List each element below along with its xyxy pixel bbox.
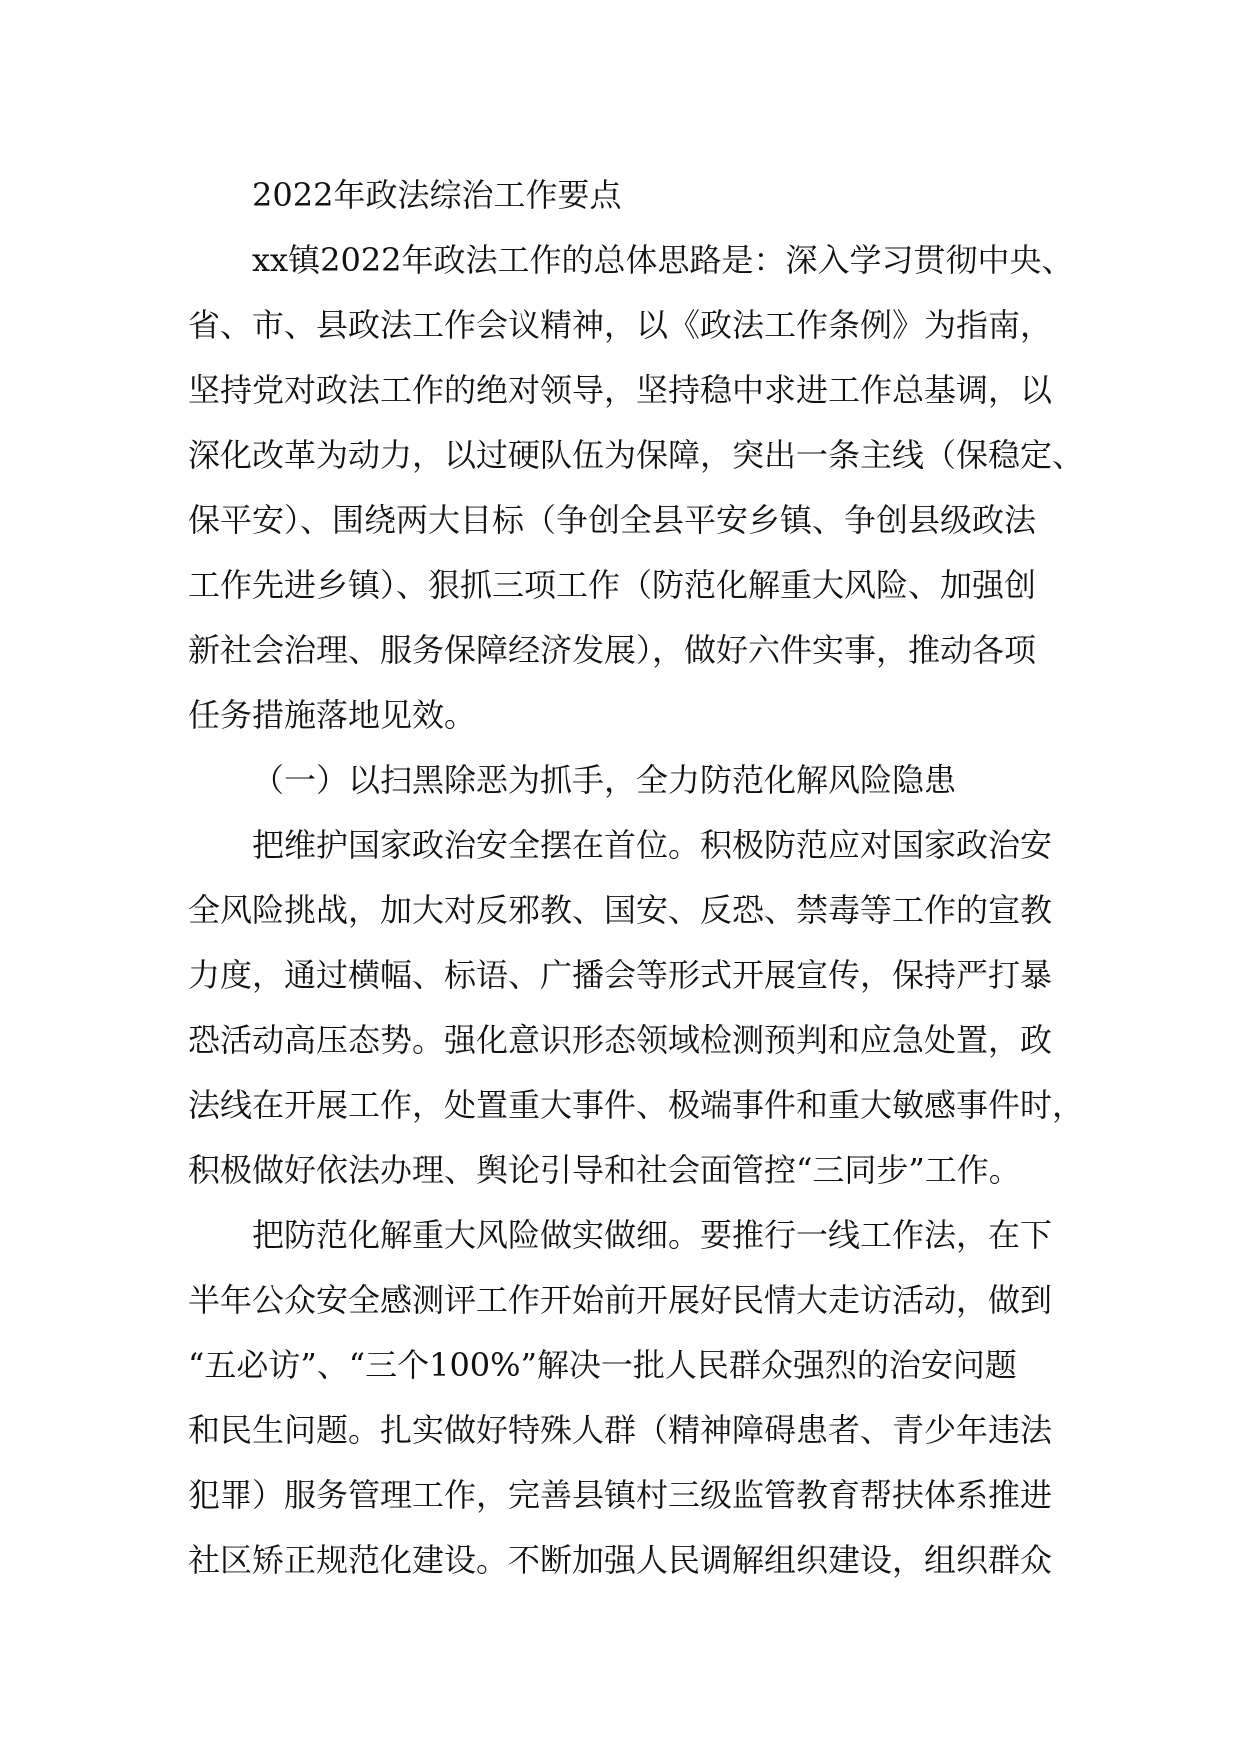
- paragraph-line: 全风险挑战，加大对反邪教、国安、反恐、禁毒等工作的宣教: [188, 891, 1053, 929]
- paragraph-line: 工作先进乡镇）、狠抓三项工作（防范化解重大风险、加强创: [188, 566, 1037, 604]
- paragraph-risk-prevention: [188, 1203, 1088, 1593]
- paragraph-line: 省、市、县政法工作会议精神，以《政法工作条例》为指南，: [188, 306, 1053, 344]
- paragraph-line: 半年公众安全感测评工作开始前开展好民情大走访活动，做到: [188, 1281, 1053, 1319]
- paragraph-overall-approach: [188, 228, 1088, 748]
- paragraph-line: xx镇2022年政法工作的总体思路是：深入学习贯彻中央、: [252, 241, 1074, 279]
- paragraph-line: 积极做好依法办理、舆论引导和社会面管控“三同步”工作。: [188, 1151, 1021, 1189]
- section-heading-text: （一）以扫黑除恶为抓手，全力防范化解风险隐患: [252, 761, 957, 799]
- paragraph-line: 把维护国家政治安全摆在首位。积极防范应对国家政治安: [252, 826, 1053, 864]
- paragraph-line: 犯罪）服务管理工作，完善县镇村三级监管教育帮扶体系推进: [188, 1476, 1053, 1514]
- paragraph-political-security: [188, 813, 1088, 1203]
- document-body: [188, 163, 1088, 1593]
- section-heading: [188, 748, 1088, 813]
- paragraph-line: 任务措施落地见效。: [188, 696, 477, 734]
- paragraph-line: 保平安）、围绕两大目标（争创全县平安乡镇、争创县级政法: [188, 501, 1037, 539]
- paragraph-line: 新社会治理、服务保障经济发展），做好六件实事，推动各项: [188, 631, 1037, 669]
- paragraph-line: 深化改革为动力，以过硬队伍为保障，突出一条主线（保稳定、: [188, 436, 1085, 474]
- paragraph-line: 和民生问题。扎实做好特殊人群（精神障碍患者、青少年违法: [188, 1411, 1053, 1449]
- paragraph-line: 社区矫正规范化建设。不断加强人民调解组织建设，组织群众: [188, 1541, 1053, 1579]
- paragraph-line: 恐活动高压态势。强化意识形态领域检测预判和应急处置，政: [188, 1021, 1053, 1059]
- paragraph-line: 把防范化解重大风险做实做细。要推行一线工作法，在下: [252, 1216, 1053, 1254]
- paragraph-line: 法线在开展工作，处置重大事件、极端事件和重大敏感事件时，: [188, 1086, 1085, 1124]
- document-title: 2022年政法综治工作要点: [252, 176, 622, 214]
- paragraph-line: 力度，通过横幅、标语、广播会等形式开展宣传，保持严打暴: [188, 956, 1053, 994]
- paragraph-line: “五必访”、“三个100%”解决一批人民群众强烈的治安问题: [188, 1346, 1017, 1384]
- paragraph-line: 坚持党对政法工作的绝对领导，坚持稳中求进工作总基调，以: [188, 371, 1053, 409]
